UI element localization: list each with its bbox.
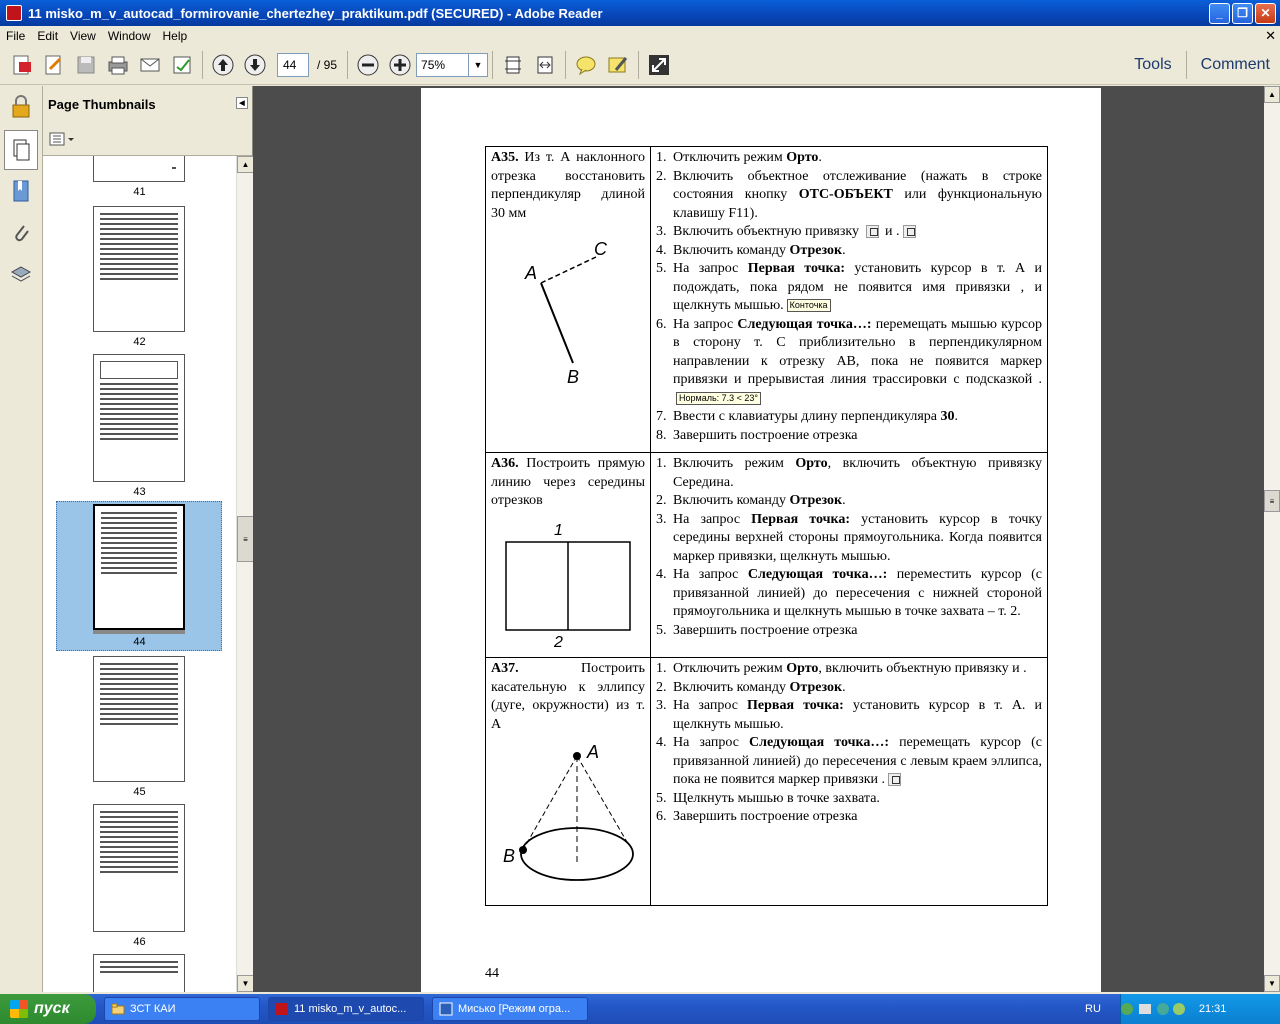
plus-icon — [388, 53, 412, 77]
previous-page-button[interactable] — [208, 50, 238, 80]
envelope-icon — [138, 53, 162, 77]
pen-icon — [606, 53, 630, 77]
folder-icon — [111, 1002, 125, 1016]
toolbar-separator — [202, 51, 203, 79]
task-cell — [486, 658, 651, 906]
highlight-button[interactable] — [603, 50, 633, 80]
table-row — [486, 453, 1048, 658]
paperclip-icon[interactable] — [8, 220, 34, 246]
thumbnail-label: 44 — [133, 636, 146, 648]
start-button[interactable]: пуск — [0, 994, 96, 1024]
page-footer-number: 44 — [485, 966, 499, 981]
toolbar-separator — [565, 51, 566, 79]
create-pdf-icon — [10, 53, 34, 77]
list-item: 5. Щелкнуть мышью в точке захвата. — [656, 790, 880, 806]
zoom-input[interactable]: 75% — [416, 53, 468, 77]
edit-pdf-icon — [42, 53, 66, 77]
task-cell — [486, 453, 651, 658]
list-item: 7. Ввести с клавиатуры длину перпендикуляра 30. — [656, 409, 959, 424]
page-thumbnails-icon[interactable] — [4, 130, 38, 170]
panel-options — [43, 122, 252, 156]
thumbnail-page-41[interactable] — [93, 156, 185, 182]
zoom-in-button[interactable] — [385, 50, 415, 80]
document-area — [253, 86, 1264, 992]
next-page-button[interactable] — [240, 50, 270, 80]
title-bar — [0, 0, 1280, 26]
thumbnail-label: 41 — [133, 186, 146, 198]
list-item: 1. Отключить режим Орто. — [656, 150, 822, 165]
tracking-tooltip: Нормаль: 7.3 < 23° — [676, 392, 761, 405]
taskbar-item-adobe-reader[interactable]: 11 misko_m_v_autoc... — [268, 997, 424, 1021]
adobe-reader-icon — [6, 5, 22, 21]
printer-icon — [106, 53, 130, 77]
steps-cell — [651, 658, 1048, 906]
arrow-up-icon — [211, 53, 235, 77]
steps-cell — [651, 147, 1048, 453]
thumbnail-page-47[interactable] — [93, 954, 185, 992]
thumbnail-scrollbar[interactable] — [236, 156, 253, 992]
tangent-figure — [491, 736, 641, 896]
thumbnail-page-45[interactable] — [93, 656, 185, 782]
scroll-thumb[interactable]: ≡ — [237, 516, 254, 562]
tray-icons — [1119, 1001, 1189, 1017]
thumbnail-page-42[interactable] — [93, 206, 185, 332]
navigation-strip — [0, 86, 43, 992]
figure-label: B — [503, 846, 516, 866]
close-button[interactable]: ✕ — [1255, 3, 1276, 24]
thumbnail-label: 45 — [133, 786, 146, 798]
menu-help[interactable]: Help — [162, 28, 188, 43]
collapse-panel-icon[interactable]: ◀ — [236, 97, 248, 109]
email-button[interactable] — [135, 50, 165, 80]
menu-view[interactable]: View — [70, 28, 96, 43]
list-item: 6. Завершить построение отрезка — [656, 809, 858, 824]
taskbar — [0, 994, 1280, 1024]
clock: 21:31 — [1198, 1003, 1227, 1015]
panel-title: Page Thumbnails — [48, 96, 156, 112]
fit-page-button[interactable] — [498, 50, 528, 80]
exercise-table — [485, 146, 1048, 906]
zoom-dropdown-icon[interactable]: ▼ — [468, 53, 488, 77]
figure-label: A — [525, 263, 538, 283]
document-close-icon[interactable]: ✕ — [1265, 28, 1276, 43]
sticky-note-button[interactable] — [571, 50, 601, 80]
menu-window[interactable]: Window — [107, 28, 151, 43]
toolbar — [0, 45, 1280, 85]
scroll-down-icon[interactable]: ▼ — [237, 975, 254, 992]
figure-label: A — [587, 742, 600, 762]
form-icon — [170, 53, 194, 77]
list-item: 5. На запрос Первая точка: установить курсор в т. А и подождать, пока рядом не появится имя привязки , и щелкнуть мышью. Конточка — [656, 261, 1042, 313]
figure-label: 1 — [554, 521, 563, 539]
pdf-page — [421, 88, 1101, 992]
menu-bar — [0, 26, 1280, 45]
snap-tooltip: Конточка — [787, 299, 831, 312]
system-tray — [1085, 994, 1280, 1024]
perpendicular-figure — [491, 227, 641, 387]
panel-header — [43, 86, 252, 122]
word-icon — [439, 1002, 453, 1016]
save-button[interactable] — [71, 50, 101, 80]
list-item: 4. Включить команду Отрезок. — [656, 242, 846, 258]
full-screen-button[interactable] — [644, 50, 674, 80]
page-number-input[interactable]: 44 — [277, 53, 309, 77]
comment-pane-button[interactable]: Comment — [1200, 55, 1270, 73]
steps-list — [656, 149, 1042, 445]
fit-width-button[interactable] — [530, 50, 560, 80]
steps-cell — [651, 453, 1048, 658]
bookmark-icon[interactable] — [8, 178, 34, 204]
thumbnail-label: 43 — [133, 486, 146, 498]
layers-icon[interactable] — [8, 262, 34, 288]
minimize-button[interactable]: _ — [1209, 3, 1230, 24]
snap-tangent-icon — [888, 773, 901, 786]
list-item: 5. Завершить построение отрезка — [656, 622, 858, 638]
list-item: 2. Включить команду Отрезок. — [656, 493, 846, 508]
snap-perpendicular-icon — [903, 225, 916, 238]
thumbnail-page-44[interactable] — [93, 504, 185, 630]
figure-label: 2 — [554, 633, 563, 649]
table-row — [486, 147, 1048, 453]
figure-label: B — [567, 367, 580, 387]
list-item: 4. На запрос Следующая точка…: переместить курсор (с привязанной линией) до пересечения с нижней стороной прямоугольника и щелкнуть мышью в точке захвата – т. 2. — [656, 567, 1042, 619]
scroll-down-icon[interactable]: ▼ — [1264, 975, 1280, 992]
comment-bubble-icon — [574, 53, 598, 77]
task-text: Из т. А наклонного отрезка восстановить перпендикуляр длиной 30 мм — [491, 150, 645, 221]
document-scrollbar[interactable] — [1264, 86, 1280, 992]
toolbar-separator — [1186, 51, 1187, 79]
create-pdf-button[interactable] — [7, 50, 37, 80]
list-item: 8. Завершить построение отрезка — [656, 427, 858, 443]
pdf-icon — [275, 1002, 289, 1016]
list-item: 3. Включить объектную привязку и . — [656, 223, 1042, 242]
zoom-out-button[interactable] — [353, 50, 383, 80]
window-title: 11 misko_m_v_autocad_formirovanie_chertezhey_praktikum.pdf (SECURED) - Adobe Reader — [28, 5, 603, 21]
minus-icon — [356, 53, 380, 77]
forms-button[interactable] — [167, 50, 197, 80]
task-text: Построить прямую линию через середины отрезков — [491, 456, 645, 508]
menu-edit[interactable]: Edit — [37, 28, 59, 43]
list-item: 3. На запрос Первая точка: установить курсор в т. А. и щелкнуть мышью. — [656, 698, 1042, 732]
task-title: А37. — [491, 661, 519, 676]
options-menu-icon[interactable] — [49, 131, 75, 147]
arrow-down-icon — [243, 53, 267, 77]
thumbnail-label: 46 — [133, 936, 146, 948]
thumbnail-page-46[interactable] — [93, 804, 185, 932]
windows-logo-icon — [10, 1000, 28, 1018]
figure-label: C — [594, 239, 607, 259]
list-item: 1. Включить режим Орто, включить объектную привязку Середина. — [656, 456, 1042, 490]
scroll-up-icon[interactable]: ▲ — [1264, 86, 1280, 103]
toolbar-separator — [347, 51, 348, 79]
table-row — [486, 658, 1048, 906]
expand-icon — [647, 53, 671, 77]
language-indicator[interactable]: RU — [1085, 1003, 1101, 1015]
list-item: 4. На запрос Следующая точка…: перемещать курсор (с привязанной линией) до пересечения с левым краем эллипса, пока не появится маркер привязки . — [656, 735, 1042, 787]
snap-endpoint-icon — [866, 225, 879, 238]
lock-icon[interactable] — [8, 94, 34, 120]
scroll-thumb[interactable]: ≡ — [1264, 490, 1280, 512]
scroll-up-icon[interactable]: ▲ — [237, 156, 254, 173]
page-total: / 95 — [317, 57, 338, 72]
thumbnail-list — [43, 156, 236, 992]
save-icon — [74, 53, 98, 77]
edit-pdf-button[interactable] — [39, 50, 69, 80]
thumbnail-page-43[interactable] — [93, 354, 185, 482]
fit-page-icon — [501, 53, 525, 77]
print-button[interactable] — [103, 50, 133, 80]
task-title: А36. — [491, 456, 519, 471]
toolbar-separator — [492, 51, 493, 79]
task-cell — [486, 147, 651, 453]
tools-pane-button[interactable]: Tools — [1134, 55, 1172, 73]
task-text: Построить касательную к эллипсу (дуге, окружности) из т. А — [491, 661, 645, 732]
list-item: 2. Включить команду Отрезок. — [656, 679, 846, 695]
taskbar-item-word[interactable]: Мисько [Режим огра... — [432, 997, 588, 1021]
thumbnails-panel — [43, 86, 253, 992]
steps-list — [656, 660, 1042, 827]
list-item: 1. Отключить режим Орто, включить объектную привязку и . — [656, 661, 1027, 676]
menu-file[interactable]: File — [6, 28, 26, 43]
task-title: А35. — [491, 150, 519, 165]
fit-width-icon — [533, 53, 557, 77]
toolbar-separator — [638, 51, 639, 79]
taskbar-item-folder[interactable]: ЗСТ КАИ — [104, 997, 260, 1021]
steps-list — [656, 455, 1042, 640]
thumbnail-label: 42 — [133, 336, 146, 348]
rectangle-figure — [491, 519, 641, 649]
list-item: 2. Включить объектное отслеживание (нажать в строке состояния кнопку ОТС-ОБЪЕКТ или функциональную клавишу F11). — [656, 168, 1043, 221]
list-item: 6. На запрос Следующая точка…: перемещать мышью курсор в сторону т. С приблизительно в перпендикулярном направлении к отрезку АВ, пока не появится маркер привязки и прерывистая линия трассировки с подсказкой .Нормаль: 7.3 < 23° — [656, 316, 1042, 403]
list-item: 3. На запрос Первая точка: установить курсор в точку середины верхней стороны прямоугольника. Когда появится маркер привязки, щелкнуть мышью. — [656, 511, 1042, 564]
maximize-button[interactable]: ❐ — [1232, 3, 1253, 24]
